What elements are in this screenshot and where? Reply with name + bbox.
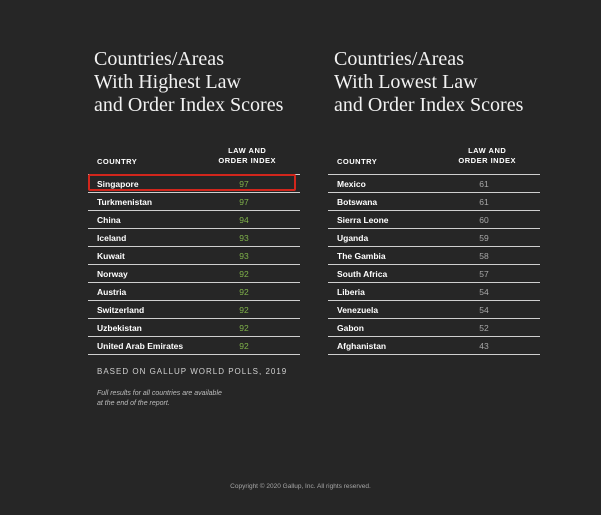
index-value: 54 [479,287,489,297]
table-row [88,337,300,355]
country-name: Venezuela [337,305,379,315]
country-name: Sierra Leone [337,215,389,225]
table-row [328,319,540,337]
table-row [328,301,540,319]
country-name: Mexico [337,179,366,189]
country-name: The Gambia [337,251,386,261]
table-row [88,301,300,319]
table-row [328,229,540,247]
index-value: 57 [479,269,489,279]
footnote: Full results for all countries are available at the end of the report. [97,390,222,407]
table-row [328,211,540,229]
table-row [88,319,300,337]
index-value: 94 [239,215,249,225]
index-value: 52 [479,323,489,333]
highest-scores-table [88,174,300,355]
column-header-index: LAW AND ORDER INDEX [218,146,276,165]
index-value: 92 [239,287,249,297]
table-header [88,144,300,166]
highest-scores-panel [88,48,300,351]
table-row [328,175,540,193]
index-value: 59 [479,233,489,243]
country-name: Turkmenistan [97,197,153,207]
table-row [88,283,300,301]
country-name: Kuwait [97,251,125,261]
table-row [328,265,540,283]
index-value: 61 [479,179,489,189]
index-value: 92 [239,305,249,315]
country-name: Gabon [337,323,364,333]
table-row [88,211,300,229]
index-value: 93 [239,251,249,261]
lowest-scores-title: Countries/Areas With Lowest Law and Order Index Scores [334,48,524,116]
country-name: Austria [97,287,127,297]
column-header-country: COUNTRY [337,157,378,166]
index-value: 61 [479,197,489,207]
table-row [88,229,300,247]
country-name: Singapore [97,179,139,189]
country-name: Liberia [337,287,365,297]
country-name: Iceland [97,233,127,243]
index-value: 93 [239,233,249,243]
copyright: Copyright © 2020 Gallup, Inc. All rights reserved. [230,483,371,490]
index-value: 97 [239,179,249,189]
country-name: China [97,215,121,225]
table-header [328,144,540,166]
country-name: Uzbekistan [97,323,142,333]
country-name: Botswana [337,197,378,207]
table-row [88,247,300,265]
index-value: 54 [479,305,489,315]
table-row [328,247,540,265]
highest-scores-title: Countries/Areas With Highest Law and Order Index Scores [94,48,284,116]
country-name: Norway [97,269,128,279]
index-value: 92 [239,323,249,333]
column-header-index: LAW AND ORDER INDEX [458,146,516,165]
table-row [328,283,540,301]
table-row [88,265,300,283]
index-value: 92 [239,341,249,351]
table-row [328,193,540,211]
source-note: BASED ON GALLUP WORLD POLLS, 2019 [97,367,288,376]
index-value: 58 [479,251,489,261]
column-header-country: COUNTRY [97,157,138,166]
index-value: 97 [239,197,249,207]
country-name: Switzerland [97,305,145,315]
country-name: South Africa [337,269,388,279]
country-name: Uganda [337,233,369,243]
index-value: 43 [479,341,489,351]
table-row [88,175,300,193]
index-value: 92 [239,269,249,279]
country-name: Afghanistan [337,341,387,351]
table-row [88,193,300,211]
table-row [328,337,540,355]
lowest-scores-table [328,174,540,355]
country-name: United Arab Emirates [97,341,184,351]
lowest-scores-panel [328,48,540,351]
index-value: 60 [479,215,489,225]
